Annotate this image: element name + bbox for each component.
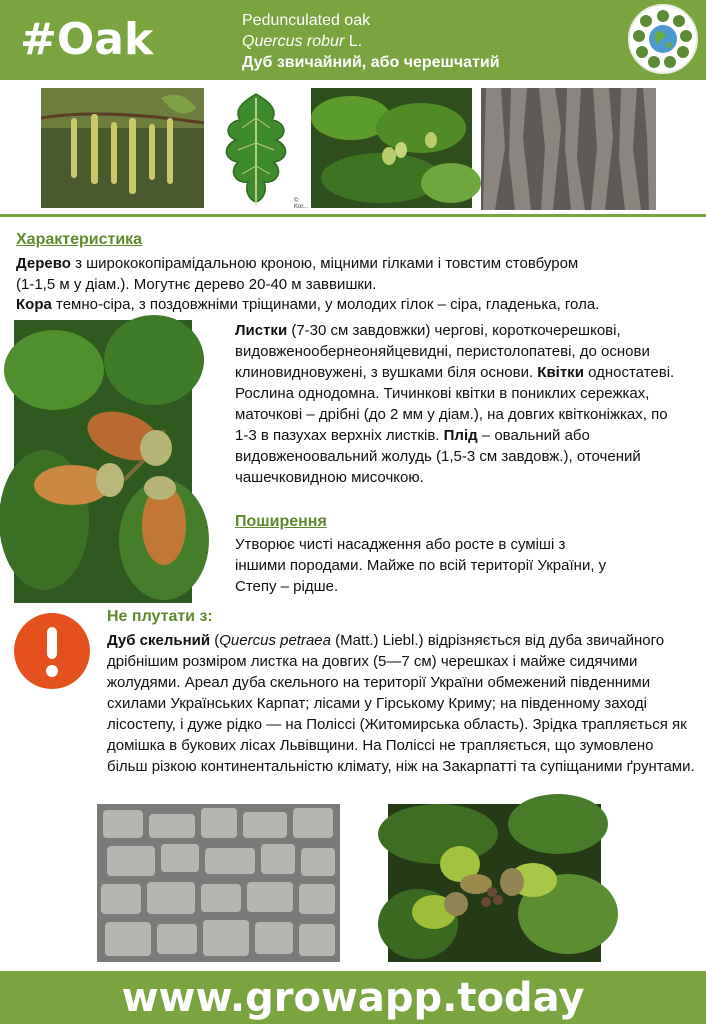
distribution-heading: Поширення — [235, 513, 327, 530]
oak-branch-acorns-photo — [311, 88, 472, 208]
growapp-logo[interactable] — [628, 4, 698, 74]
characteristics-heading: Характеристика — [16, 231, 143, 248]
sessile-oak-description: відрізняється від дуба звичайного дрібнішим розміром листка на довгих (5—7 см) черешках і майже сидячими жолудями. Ареал дуба скельного на території України обмежений південними схилами Українських Карпат; лісами у Гірському Криму; на південному заході лісостепу, і дуже рідко — на Поліссі (Житомирська область). Зрідка трапляється як домішка в букових лісах Львівщини. На Поліссі не трапляється, що зумовлено більш різкою континентальністю клімату, ніж на Закарпатті та супіщаними ґрунтами. — [107, 632, 695, 775]
tree-text: з ширококопірамідальною кроною, міцними гілками і товстим стовбуром — [70, 255, 579, 272]
fruit-label: Плід — [443, 427, 478, 444]
name-english: Pedunculated oak — [242, 12, 371, 29]
oak-catkins-photo — [41, 88, 204, 208]
species-names — [242, 10, 500, 73]
flowers-label: Квітки — [537, 364, 584, 381]
flowers-text: одностатеві. Рослина однодомна. Тичинкові квітки в пониклих сережках, маточкові – дрібні (до 2 мм у діам.), на довгих квітконіжках, по 1-3 в пазухах верхніх листків. — [235, 364, 675, 444]
tree-text-2: (1-1,5 м у діам.). Могутнє дерево 20-40 м заввишки. — [16, 276, 377, 293]
bark-description — [16, 294, 696, 315]
bark-text: темно-сіра, з поздовжніми тріщинами, у молодих гілок – сіра, гладенька, гола. — [51, 296, 600, 313]
globe-tree-icon — [630, 6, 696, 72]
website-link[interactable]: www.growapp.today — [121, 975, 585, 1021]
name-latin-genus: Quercus robur — [242, 33, 345, 50]
header-bar — [0, 0, 706, 80]
confuse-text — [107, 630, 697, 777]
footer-bar — [0, 971, 706, 1024]
oak-leaf-photo — [212, 88, 309, 210]
sessile-oak-label: Дуб скельний — [107, 632, 211, 649]
divider — [0, 214, 706, 217]
name-ukrainian: Дуб звичайний, або черешчатий — [242, 54, 500, 71]
paren-open: ( — [210, 632, 220, 649]
name-latin-author: L. — [344, 33, 363, 50]
name-latin — [242, 31, 500, 52]
exclamation-icon — [14, 613, 90, 689]
confuse-heading: Не плутати з: — [107, 608, 213, 625]
bark-label: Кора — [16, 296, 52, 313]
fruit-text: – овальний або видовженоовальний жолудь (1,5-3 см завдовж.), оточений чашечковидною мисочкою. — [235, 427, 641, 486]
tree-description — [16, 253, 696, 295]
tree-label: Дерево — [16, 255, 71, 272]
distribution-text: Утворює чисті насадження або росте в суміші з іншими породами. Майже по всій території України, у Степу – рідше. — [235, 536, 607, 595]
leaves-label: Листки — [235, 322, 288, 339]
leaf-copyright: © Kor... — [294, 198, 309, 210]
page-title: #Oak — [20, 14, 154, 65]
sessile-oak-acorns-photo — [388, 804, 601, 962]
oak-bark-photo — [481, 88, 656, 210]
sessile-oak-latin: Quercus petraea — [219, 632, 331, 649]
sessile-oak-author: (Matt.) Liebl.) — [331, 632, 424, 649]
sessile-oak-bark-photo — [97, 804, 340, 962]
leaves-text: (7-30 см завдовжки) чергові, короткочерешкові, видовженообернеоняйцевидні, перистолопатеві, до основи клиновидновужені, з вушками біля основи. — [235, 322, 650, 381]
oak-acorns-photo — [14, 320, 192, 603]
leaves-flowers-fruit — [235, 320, 681, 488]
